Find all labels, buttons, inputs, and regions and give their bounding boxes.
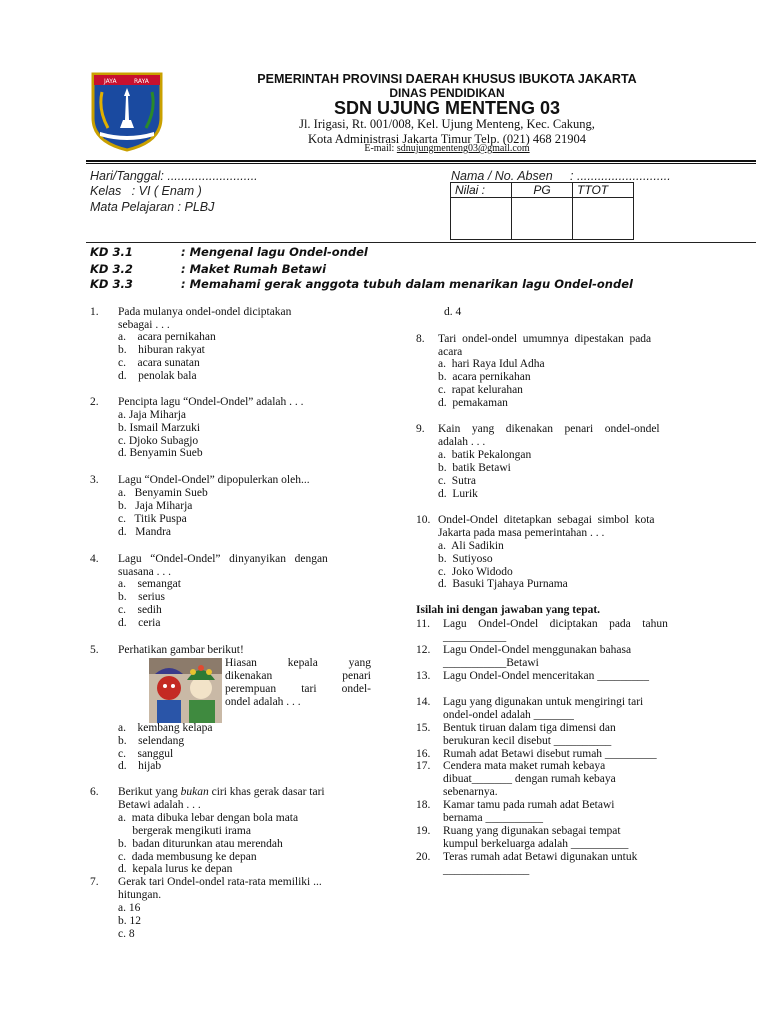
essay-question: berukuran kecil disebut __________ [443,735,612,747]
option: b. batik Betawi [438,462,511,474]
option: a. hari Raya Idul Adha [438,358,545,370]
essay-number: 18. [416,799,431,811]
option: d. penolak bala [118,370,197,382]
question-text: hitungan. [118,889,162,901]
question-number: 4. [90,553,99,565]
essay-question: ondel-ondel adalah _______ [443,709,574,721]
essay-question: Lagu Ondel-Ondel menceritakan _________ [443,670,649,682]
score-label: Nilai : [451,183,512,198]
kd-text-3: : Memahami gerak anggota tubuh dalam menarikan lagu Ondel-ondel [181,277,633,291]
essay-question: Rumah adat Betawi disebut rumah _________ [443,748,657,760]
option: a. batik Pekalongan [438,449,532,461]
essay-question: ___________Betawi [443,657,539,669]
kd-code-2: KD 3.2 [90,262,133,276]
option: c. sanggul [118,748,174,760]
essay-question: _______________ [443,864,530,876]
option: d. Mandra [118,526,172,538]
essay-question: Lagu Ondel-Ondel diciptakan pada tahun [443,618,668,630]
option: d. hijab [118,760,162,772]
question-text: ondel adalah . . . [225,696,301,708]
question-text: adalah . . . [438,436,486,448]
kd-text-1: : Mengenal lagu Ondel-ondel [181,245,368,259]
option: b. Jaja Miharja [118,500,193,512]
score-cell [451,198,512,240]
question-text: Berikut yang bukan ciri khas gerak dasar tari [118,786,325,798]
kd-divider [86,242,756,243]
email-address: sdnujungmenteng03@gmail.com [396,143,530,154]
svg-text:JAYA: JAYA [104,78,117,85]
class-field: Kelas : VI ( Enam ) [90,184,202,198]
option: a. mata dibuka lebar dengan bola mata [118,812,299,824]
option: d. 4 [444,306,462,318]
option: b. serius [118,591,165,603]
question-number: 3. [90,474,99,486]
question-text: Ondel-Ondel ditetapkan sebagai simbol kota [438,514,655,526]
option: c. acara sunatan [118,357,200,369]
kd-text-2: : Maket Rumah Betawi [181,262,327,276]
question-text: dikenakan penari [225,670,371,682]
essay-number: 17. [416,760,431,772]
option: a. Jaja Miharja [118,409,187,421]
question-number: 5. [90,644,99,656]
essay-number: 19. [416,825,431,837]
option: c. sedih [118,604,162,616]
essay-number: 14. [416,696,431,708]
question-text: Hiasan kepala yang [225,657,371,669]
option: a. acara pernikahan [118,331,216,343]
option: c. dada membusung ke depan [118,851,257,863]
header-divider [86,160,756,162]
question-number: 10. [416,514,431,526]
question-text: Betawi adalah . . . [118,799,201,811]
option: a. Benyamin Sueb [118,487,208,499]
email-label: E-mail: [364,143,395,154]
option: b. 12 [118,915,141,927]
question-text: Perhatikan gambar berikut! [118,644,244,656]
dki-jakarta-emblem [90,72,164,152]
essay-question: kumpul berkeluarga adalah __________ [443,838,629,850]
province-title: PEMERINTAH PROVINSI DAERAH KHUSUS IBUKOTA JAKARTA [257,72,637,86]
option: d. Benyamin Sueb [118,447,203,459]
option: a. semangat [118,578,181,590]
address-line-2: Kota Administrasi Jakarta Timur Telp. (021) 468 21904 [307,132,587,146]
question-text: Jakarta pada masa pemerintahan . . . [438,527,605,539]
question-text: acara [438,346,463,358]
kd-code-1: KD 3.1 [90,245,133,259]
option: d. Lurik [438,488,478,500]
ttot-label: TTOT [573,183,634,198]
subject-field: Mata Pelajaran : PLBJ [90,200,215,214]
essay-question: Bentuk tiruan dalam tiga dimensi dan [443,722,616,734]
question-number: 1. [90,306,99,318]
essay-number: 13. [416,670,431,682]
essay-number: 11. [416,618,430,630]
kd-code-3: KD 3.3 [90,277,133,291]
option: b. hiburan rakyat [118,344,205,356]
essay-question: Kamar tamu pada rumah adat Betawi [443,799,615,811]
question-number: 6. [90,786,99,798]
question-text: Gerak tari Ondel-ondel rata-rata memiliki ... [118,876,322,888]
essay-question: Ruang yang digunakan sebagai tempat [443,825,621,837]
option: a. 16 [118,902,141,914]
essay-number: 16. [416,748,431,760]
option: d. ceria [118,617,161,629]
question-text: Pada mulanya ondel-ondel diciptakan [118,306,292,318]
question-text: Lagu “Ondel-Ondel” dinyanyikan dengan [118,553,328,565]
option: b. selendang [118,735,185,747]
question-text: sebagai . . . [118,319,170,331]
option: b. Ismail Marzuki [118,422,201,434]
question-text: Lagu “Ondel-Ondel” dipopulerkan oleh... [118,474,310,486]
question-number: 2. [90,396,99,408]
option: b. Sutiyoso [438,553,493,565]
essay-number: 12. [416,644,431,656]
department-title: DINAS PENDIDIKAN [389,86,505,100]
header-divider-thin [86,163,756,164]
option: a. kembang kelapa [118,722,213,734]
address-line-1: Jl. Irigasi, Rt. 001/008, Kel. Ujung Menteng, Kec. Cakung, [299,117,595,131]
ondel-ondel-photo [149,658,222,723]
ttot-cell [573,198,634,240]
emphasis-word: bukan [180,786,209,798]
question-text: Tari ondel-ondel umumnya dipestakan pada [438,333,652,345]
essay-question: Cendera mata maket rumah kebaya [443,760,606,772]
essay-question: sebenarnya. [443,786,498,798]
question-text: perempuan tari ondel- [225,683,371,695]
question-number: 9. [416,423,425,435]
question-text: suasana . . . [118,566,172,578]
question-text: Pencipta lagu “Ondel-Ondel” adalah . . . [118,396,304,408]
essay-number: 15. [416,722,431,734]
option: c. 8 [118,928,135,940]
option: b. badan diturunkan atau merendah [118,838,283,850]
option: d. pemakaman [438,397,508,409]
pg-cell [512,198,573,240]
score-table [450,182,634,240]
question-text: Kain yang dikenakan penari ondel-ondel [438,423,660,435]
svg-text:RAYA: RAYA [134,78,149,85]
essay-question: bernama __________ [443,812,543,824]
option: a. Ali Sadikin [438,540,504,552]
question-number: 7. [90,876,99,888]
option: c. Djoko Subagjo [118,435,199,447]
option: c. Titik Puspa [118,513,187,525]
essay-number: 20. [416,851,431,863]
essay-question: Teras rumah adat Betawi digunakan untuk [443,851,638,863]
option: d. Basuki Tjahaya Purnama [438,578,568,590]
option: c. Joko Widodo [438,566,513,578]
essay-question: dibuat_______ dengan rumah kebaya [443,773,616,785]
essay-question: Lagu Ondel-Ondel menggunakan bahasa [443,644,632,656]
date-field: Hari/Tanggal: .......................... [90,169,258,183]
essay-question: ___________ [443,631,507,643]
option: c. Sutra [438,475,477,487]
essay-question: Lagu yang digunakan untuk mengiringi tari [443,696,644,708]
school-name: SDN UJUNG MENTENG 03 [333,98,561,118]
option: c. rapat kelurahan [438,384,523,396]
name-field: Nama / No. Absen : ........................... [451,169,671,183]
email-line [232,143,662,154]
option: d. kepala lurus ke depan [118,863,233,875]
option: b. acara pernikahan [438,371,531,383]
essay-heading: Isilah ini dengan jawaban yang tepat. [416,604,601,616]
pg-label: PG [512,183,573,198]
option: bergerak mengikuti irama [118,825,251,837]
question-number: 8. [416,333,425,345]
